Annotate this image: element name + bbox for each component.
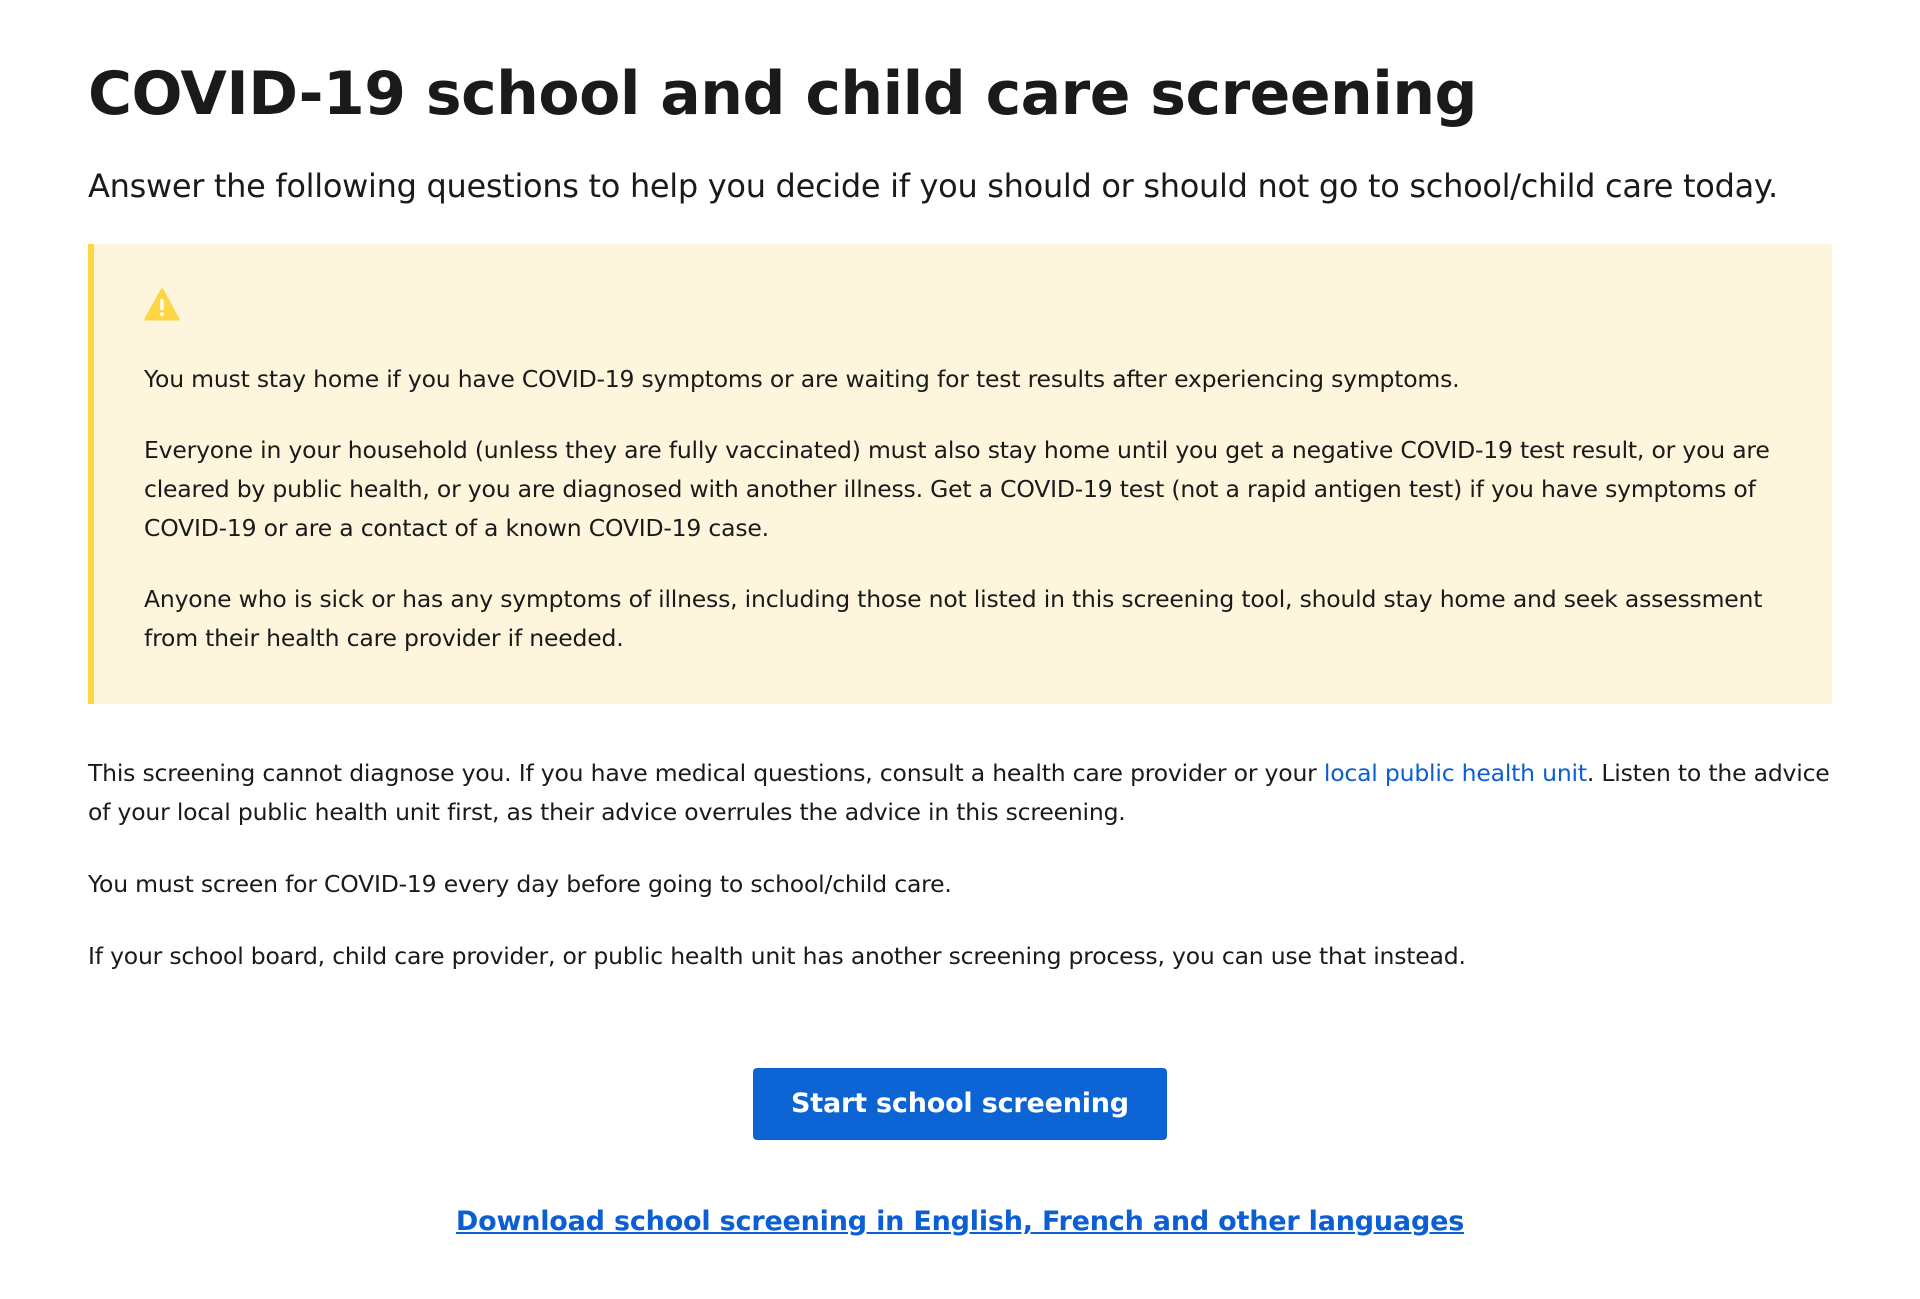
disclaimer-paragraph bbox=[88, 754, 1832, 832]
alternative-process-paragraph: If your school board, child care provider, or public health unit has another screening process, you can use that instead. bbox=[88, 942, 1466, 970]
callout-paragraph: Anyone who is sick or has any symptoms of illness, including those not listed in this screening tool, should stay home and seek assessment from their health care provider if needed. bbox=[144, 585, 1763, 652]
download-row bbox=[88, 1204, 1832, 1240]
callout-paragraph: You must stay home if you have COVID-19 symptoms or are waiting for test results after experiencing symptoms. bbox=[144, 365, 1460, 393]
actions bbox=[88, 1068, 1832, 1140]
start-school-screening-button[interactable]: Start school screening bbox=[753, 1068, 1167, 1140]
main-content bbox=[88, 0, 1832, 1240]
callout-paragraph: Everyone in your household (unless they are fully vaccinated) must also stay home until you get a negative COVID-19 test result, or you are cleared by public health, or you are diagnosed with another illness. Get a COVID-19 test (not a rapid antigen test) if you have symptoms of COVID-19 or are a contact of a known COVID-19 case. bbox=[144, 436, 1770, 542]
page-lead: Answer the following questions to help you decide if you should or should not go to school/child care today. bbox=[88, 167, 1778, 205]
warning-icon bbox=[144, 288, 180, 322]
warning-callout bbox=[88, 244, 1832, 704]
disclaimer-text-start: This screening cannot diagnose you. If you have medical questions, consult a health care provider or your bbox=[88, 759, 1324, 787]
daily-screening-paragraph: You must screen for COVID-19 every day before going to school/child care. bbox=[88, 870, 952, 898]
disclaimer-text-end: . Listen to the advice of your local public health unit first, as their advice overrules the advice in this screening. bbox=[88, 759, 1830, 826]
local-public-health-unit-link[interactable]: local public health unit bbox=[1323, 759, 1587, 787]
download-school-screening-link[interactable]: Download school screening in English, French and other languages bbox=[455, 1206, 1465, 1237]
page-title: COVID-19 school and child care screening bbox=[88, 59, 1478, 129]
